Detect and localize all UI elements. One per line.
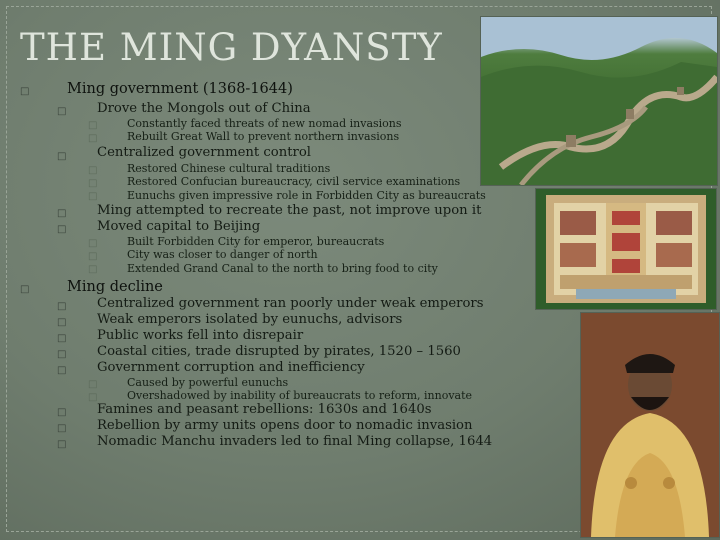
bullet-icon: □: [57, 423, 67, 434]
bullet-icon: □: [57, 224, 67, 235]
bullet-icon: □: [88, 120, 98, 131]
sub-point: Extended Grand Canal to the north to bring food to city: [127, 262, 438, 275]
sub-point: City was closer to danger of north: [127, 248, 318, 261]
sub-point: Eunuchs given impressive role in Forbidden City as bureaucrats: [127, 189, 486, 202]
sub-point: Rebuilt Great Wall to prevent northern invasions: [127, 130, 400, 143]
bullet-icon: □: [57, 407, 67, 418]
point-decline: Rebellion by army units opens door to nomadic invasion: [97, 418, 473, 433]
sub-point: Restored Chinese cultural traditions: [127, 162, 331, 175]
heading-ming-decline: Ming decline: [67, 279, 163, 295]
bullet-icon: □: [88, 133, 98, 144]
bullet-icon: □: [88, 392, 98, 403]
bullet-icon: □: [57, 349, 67, 360]
bullet-icon: □: [88, 238, 98, 249]
bullet-icon: □: [88, 165, 98, 176]
sub-point: Constantly faced threats of new nomad invasions: [127, 117, 402, 130]
bullet-icon: □: [88, 264, 98, 275]
point-decline: Government corruption and inefficiency: [97, 360, 365, 375]
sub-point: Overshadowed by inability of bureaucrats to reform, innovate: [127, 389, 473, 402]
bullet-icon: □: [88, 191, 98, 202]
slide-title: THE MING DYANSTY: [20, 26, 443, 69]
point-mongols: Drove the Mongols out of China: [97, 101, 311, 116]
bullet-icon: □: [20, 86, 30, 97]
great-wall-photo: [480, 16, 718, 186]
bullet-icon: □: [57, 333, 67, 344]
bullet-icon: □: [57, 106, 67, 117]
bullet-icon: □: [88, 178, 98, 189]
bullet-icon: □: [57, 317, 67, 328]
bullet-icon: □: [88, 379, 98, 390]
sub-point: Restored Confucian bureaucracy, civil service examinations: [127, 175, 461, 188]
bullet-icon: □: [57, 439, 67, 450]
point-centralized: Centralized government control: [97, 145, 311, 160]
bullet-icon: □: [57, 151, 67, 162]
point-decline: Famines and peasant rebellions: 1630s and 1640s: [97, 402, 432, 417]
point-beijing: Moved capital to Beijing: [97, 219, 261, 234]
bullet-icon: □: [88, 251, 98, 262]
forbidden-city-map: [535, 188, 717, 310]
bullet-icon: □: [57, 301, 67, 312]
emperor-portrait: [580, 312, 720, 538]
sub-point: Built Forbidden City for emperor, bureaucrats: [127, 235, 385, 248]
point-decline: Public works fell into disrepair: [97, 328, 304, 343]
bullet-icon: □: [57, 365, 67, 376]
point-decline: Centralized government ran poorly under weak emperors: [97, 296, 484, 311]
point-recreate: Ming attempted to recreate the past, not improve upon it: [97, 203, 482, 218]
bullet-icon: □: [57, 208, 67, 219]
point-decline: Weak emperors isolated by eunuchs, advisors: [97, 312, 403, 327]
point-decline: Coastal cities, trade disrupted by pirates, 1520 – 1560: [97, 344, 461, 359]
heading-ming-government: Ming government (1368-1644): [67, 81, 293, 97]
point-decline: Nomadic Manchu invaders led to final Ming collapse, 1644: [97, 434, 493, 449]
sub-point: Caused by powerful eunuchs: [127, 376, 289, 389]
bullet-icon: □: [20, 284, 30, 295]
